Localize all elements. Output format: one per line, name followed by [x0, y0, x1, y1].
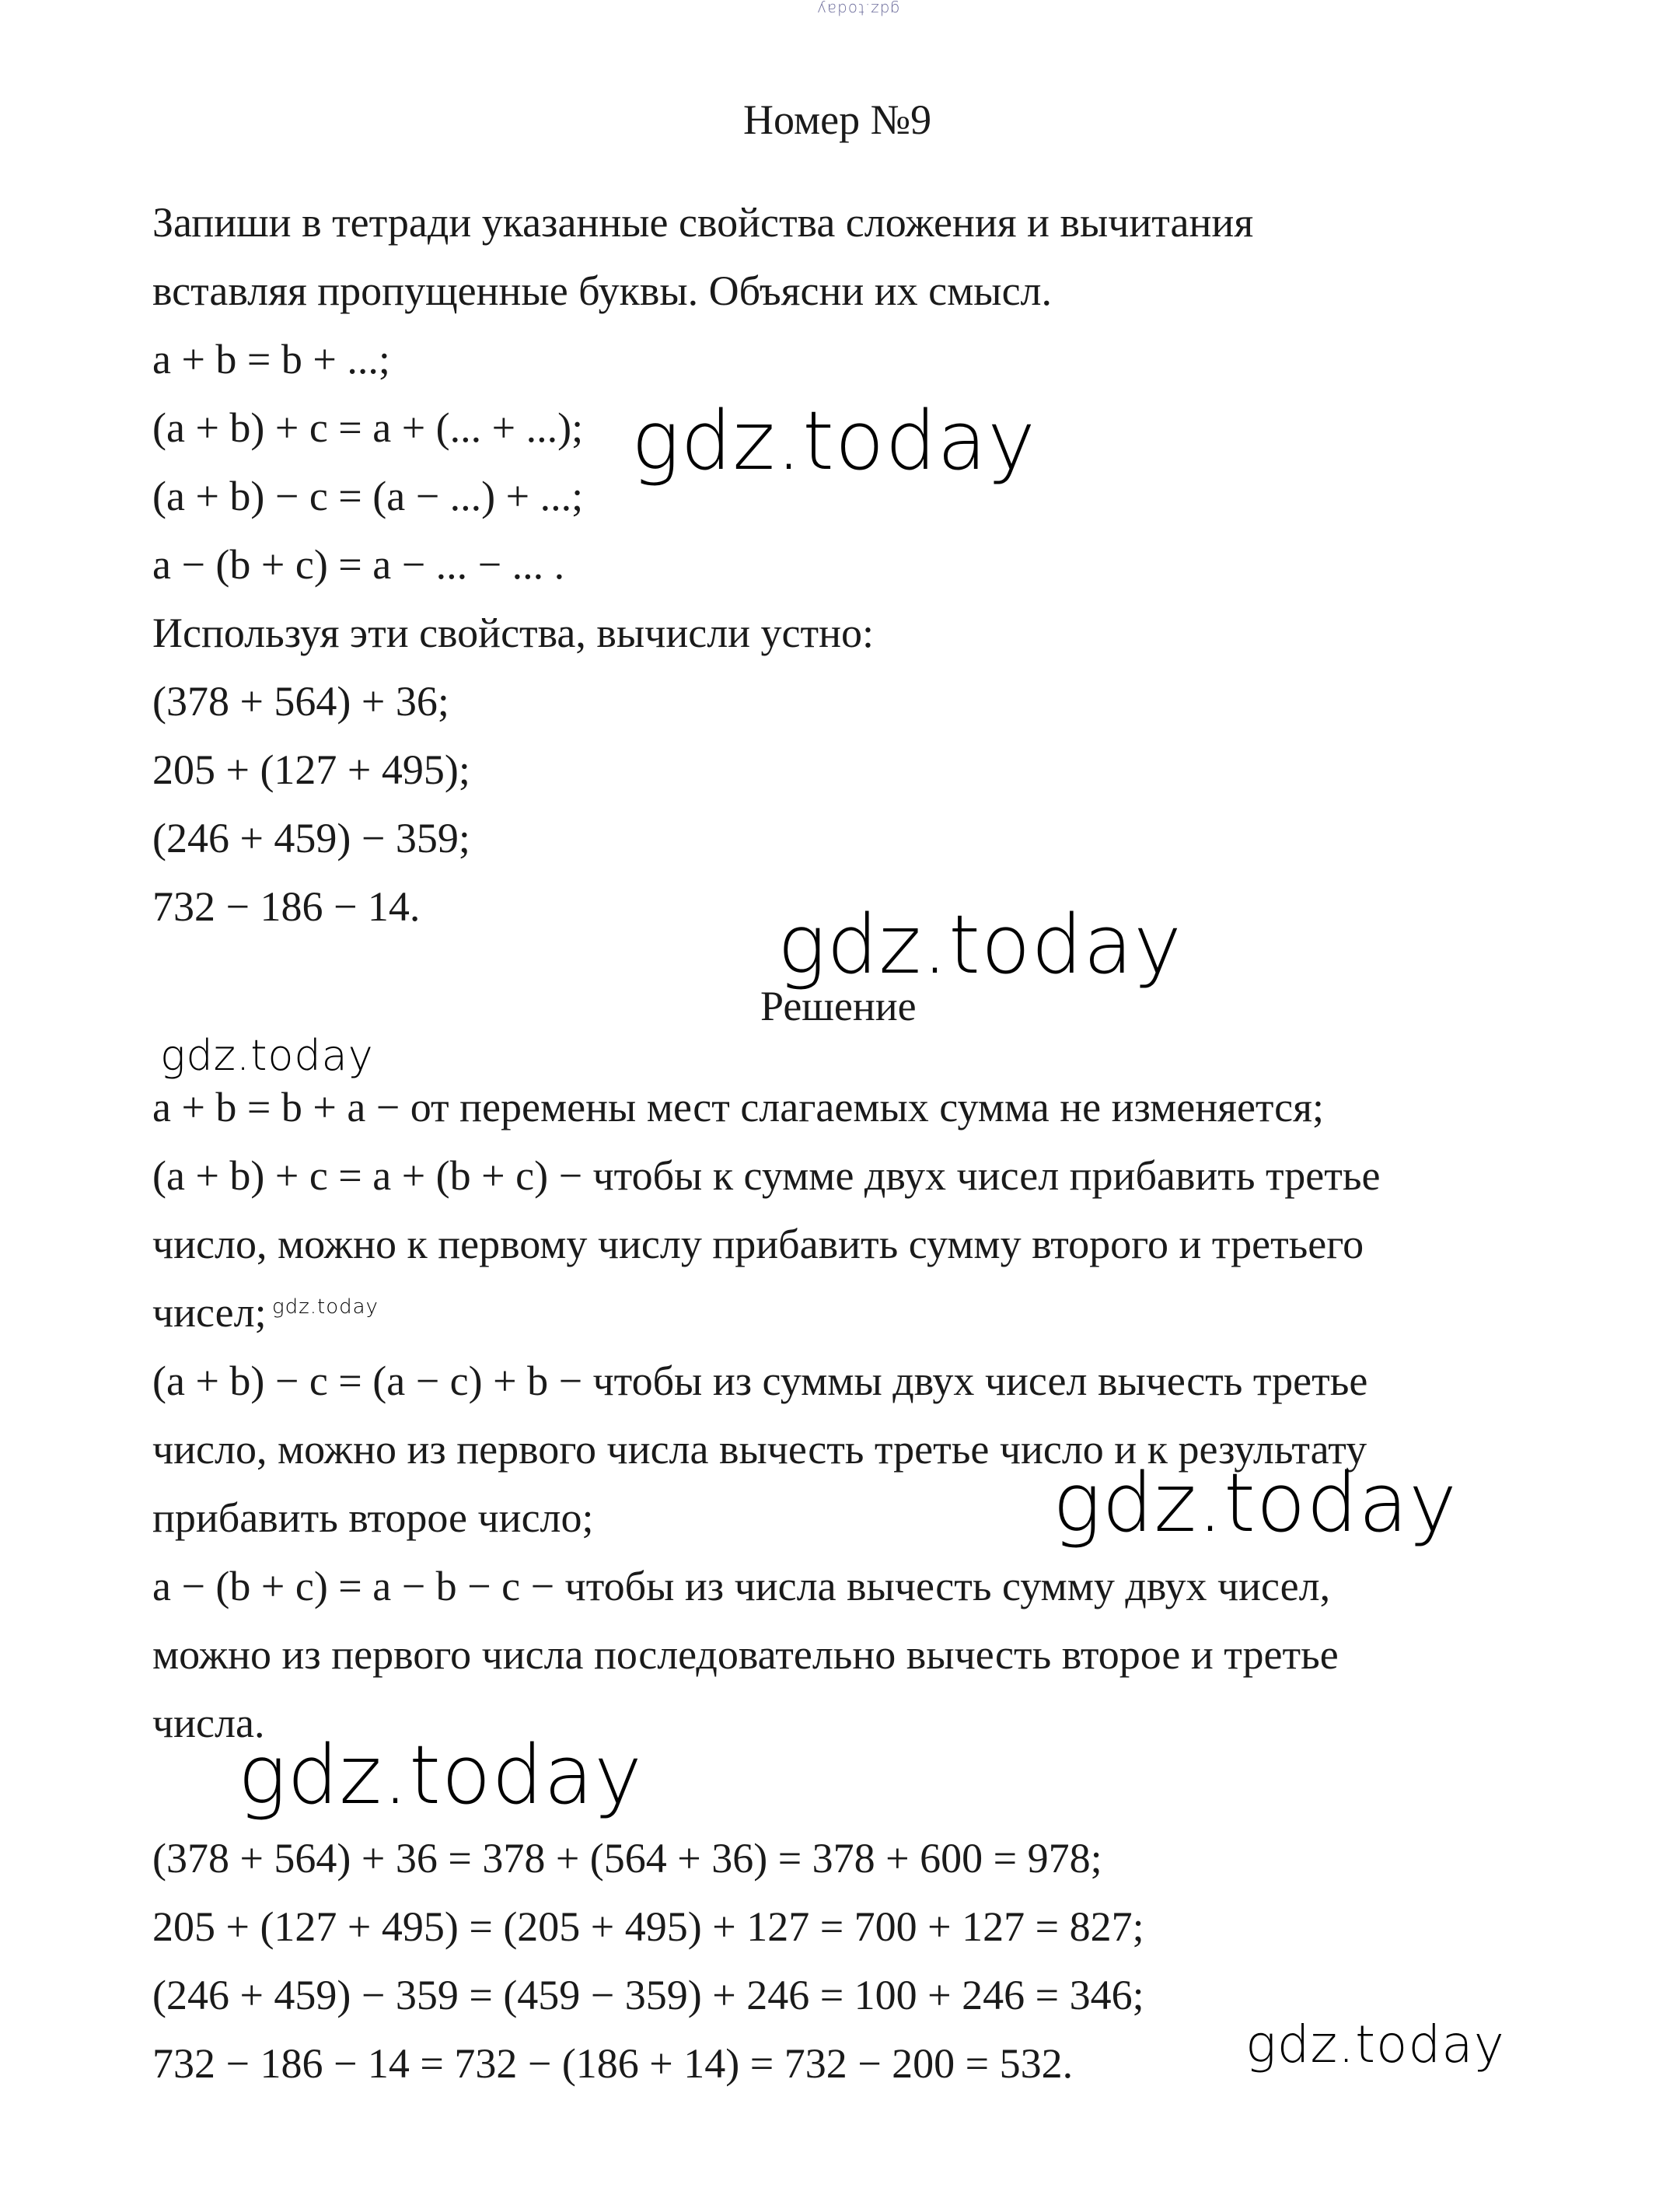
task-line: (a + b) − c = (a − ...) + ...; — [152, 473, 584, 519]
calc-line: (378 + 564) + 36 = 378 + (564 + 36) = 378 + 600 = 978; — [152, 1835, 1102, 1882]
task-line: (a + b) + c = a + (... + ...); — [152, 404, 584, 451]
solution-line: (a + b) − c = (a − c) + b − чтобы из суммы двух чисел вычесть третье — [152, 1358, 1368, 1404]
solution-line: можно из первого числа последовательно вычесть второе и третье — [152, 1631, 1339, 1678]
watermark: gdz.today — [272, 1295, 379, 1319]
task-line: (246 + 459) − 359; — [152, 815, 470, 861]
task-line: (378 + 564) + 36; — [152, 678, 449, 725]
solution-heading: Решение — [760, 983, 917, 1029]
solution-line: числа. — [152, 1700, 265, 1746]
solution-line: чисел; — [152, 1289, 267, 1336]
calc-line: (246 + 459) − 359 = (459 − 359) + 246 = 100 + 246 = 346; — [152, 1972, 1144, 2018]
watermark: gdz.today — [631, 393, 1036, 488]
watermark-top: gdz.today — [816, 0, 900, 19]
calc-line: 205 + (127 + 495) = (205 + 495) + 127 = 700 + 127 = 827; — [152, 1903, 1144, 1950]
solution-line: число, можно из первого числа вычесть третье число и к результату — [152, 1426, 1367, 1473]
solution-line: число, можно к первому числу прибавить сумму второго и третьего — [152, 1221, 1364, 1267]
task-line: Используя эти свойства, вычисли устно: — [152, 610, 875, 656]
solution-line: прибавить второе число; — [152, 1494, 594, 1541]
watermark: gdz.today — [777, 897, 1182, 992]
task-line: Запиши в тетради указанные свойства сложения и вычитания — [152, 199, 1254, 246]
watermark: gdz.today — [1245, 2015, 1505, 2074]
watermark: gdz.today — [238, 1728, 643, 1822]
solution-line: (a + b) + c = a + (b + c) − чтобы к сумме двух чисел прибавить третье — [152, 1152, 1381, 1199]
watermark: gdz.today — [1053, 1455, 1458, 1550]
solution-line: a − (b + c) = a − b − c − чтобы из числа вычесть сумму двух чисел, — [152, 1563, 1331, 1609]
calc-line: 732 − 186 − 14 = 732 − (186 + 14) = 732 − 200 = 532. — [152, 2040, 1074, 2087]
task-line: a − (b + c) = a − ... − ... . — [152, 541, 565, 588]
page-title: Номер №9 — [743, 96, 932, 143]
solution-line: a + b = b + a − от перемены мест слагаемых сумма не изменяется; — [152, 1084, 1324, 1130]
task-line: вставляя пропущенные буквы. Объясни их смысл. — [152, 267, 1052, 314]
task-line: a + b = b + ...; — [152, 336, 390, 383]
task-line: 205 + (127 + 495); — [152, 746, 470, 793]
task-line: 732 − 186 − 14. — [152, 883, 421, 930]
watermark: gdz.today — [160, 1031, 374, 1080]
